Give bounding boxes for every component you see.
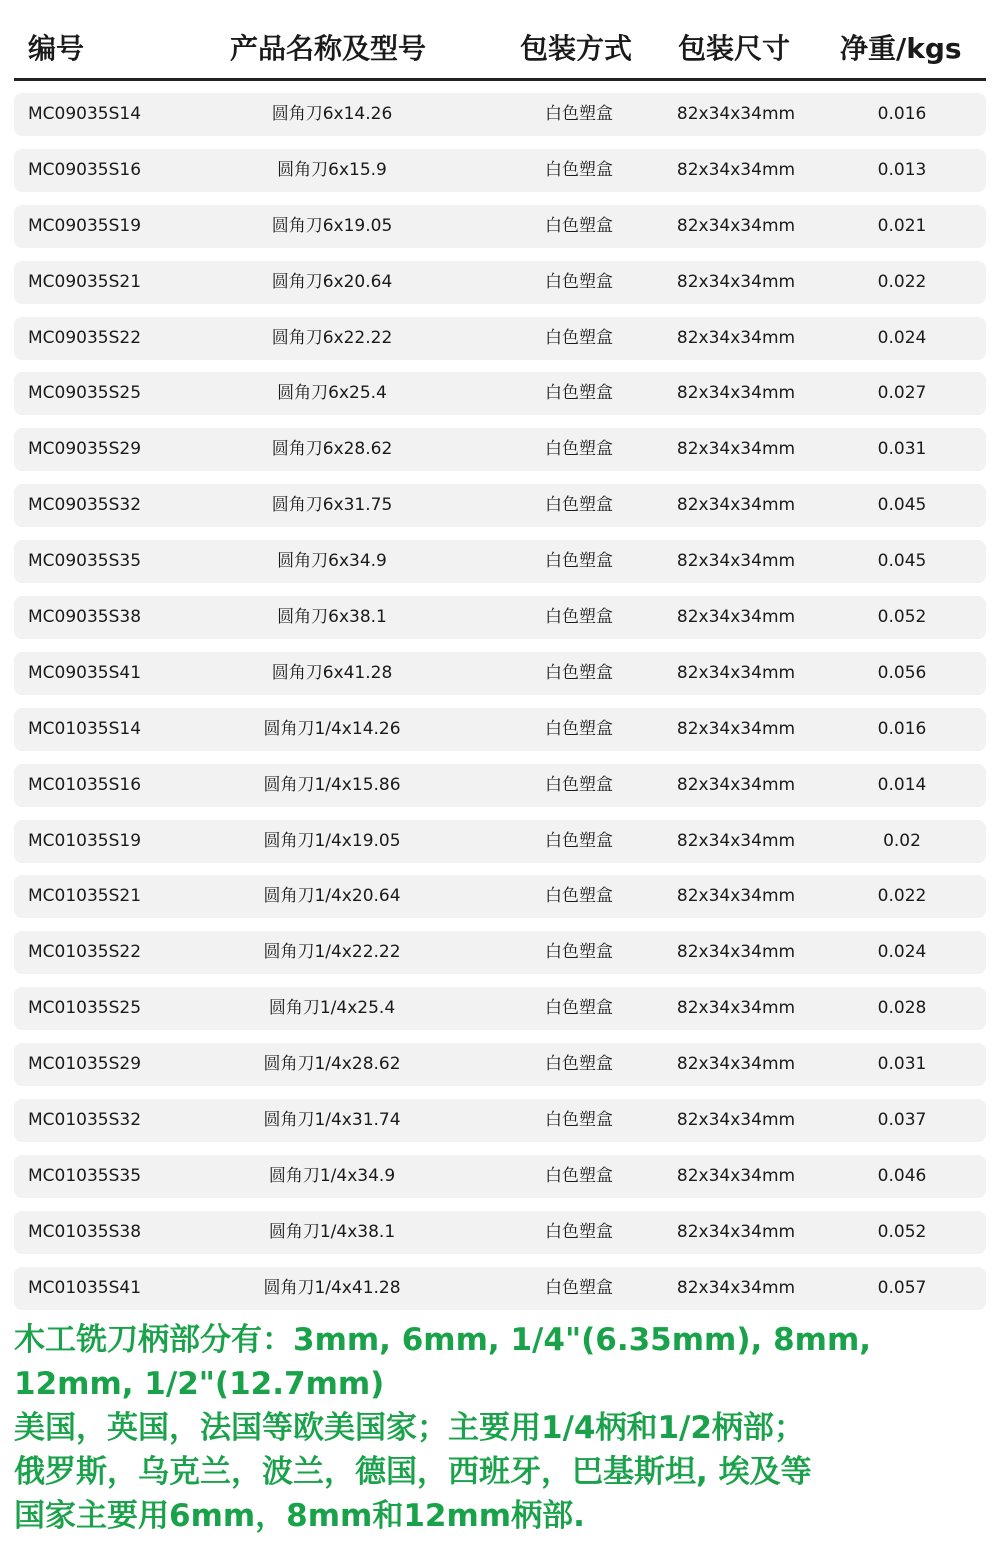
product-table-body — [14, 93, 986, 1323]
product-name: 圆角刀1/4x25.4 — [268, 998, 396, 1019]
package-size: 82x34x34mm — [676, 1221, 796, 1242]
net-weight: 0.022 — [877, 271, 927, 292]
net-weight: 0.052 — [877, 607, 927, 628]
product-code: MC09035S41 — [28, 662, 142, 683]
product-code: MC09035S16 — [28, 159, 142, 180]
net-weight: 0.031 — [877, 1054, 927, 1075]
net-weight: 0.022 — [877, 886, 927, 907]
table-row — [14, 93, 986, 136]
net-weight: 0.056 — [877, 662, 927, 683]
note-line: 木工铣刀柄部分有：3mm, 6mm, 1/4"(6.35mm), 8mm, — [14, 1322, 872, 1358]
net-weight: 0.024 — [877, 942, 927, 963]
packaging: 白色塑盒 — [545, 1277, 613, 1298]
product-code: MC01035S41 — [28, 1277, 142, 1298]
net-weight: 0.057 — [877, 1277, 927, 1298]
product-code: MC01035S16 — [28, 774, 142, 795]
product-code: MC09035S32 — [28, 495, 142, 516]
table-row — [14, 149, 986, 192]
package-size: 82x34x34mm — [676, 942, 796, 963]
product-code: MC09035S29 — [28, 439, 142, 460]
package-size: 82x34x34mm — [676, 1165, 796, 1186]
packaging: 白色塑盒 — [545, 159, 613, 180]
package-size: 82x34x34mm — [676, 1277, 796, 1298]
product-name: 圆角刀1/4x31.74 — [263, 1110, 401, 1131]
table-row — [14, 372, 986, 415]
packaging: 白色塑盒 — [545, 104, 613, 124]
package-size: 82x34x34mm — [676, 383, 796, 404]
table-row — [14, 540, 986, 583]
product-name: 圆角刀6x31.75 — [271, 495, 393, 516]
header-package-size: 包装尺寸 — [678, 32, 791, 65]
packaging: 白色塑盒 — [545, 1054, 613, 1075]
net-weight: 0.028 — [877, 998, 927, 1019]
package-size: 82x34x34mm — [676, 718, 796, 739]
table-row — [14, 1099, 986, 1142]
package-size: 82x34x34mm — [676, 998, 796, 1019]
net-weight: 0.045 — [877, 495, 927, 516]
table-row — [14, 261, 986, 304]
package-size: 82x34x34mm — [676, 271, 796, 292]
package-size: 82x34x34mm — [676, 439, 796, 460]
product-name: 圆角刀6x25.4 — [277, 383, 387, 404]
shank-notes — [14, 1318, 994, 1538]
product-name: 圆角刀6x20.64 — [271, 271, 393, 292]
package-size: 82x34x34mm — [676, 774, 796, 795]
package-size: 82x34x34mm — [676, 215, 796, 236]
product-code: MC09035S38 — [28, 607, 142, 628]
product-code: MC09035S14 — [28, 104, 142, 124]
package-size: 82x34x34mm — [676, 104, 796, 124]
note-line: 俄罗斯，乌克兰，波兰，德国，西班牙，巴基斯坦, 埃及等 — [14, 1454, 812, 1490]
note-line: 12mm, 1/2"(12.7mm) — [14, 1366, 385, 1402]
package-size: 82x34x34mm — [676, 551, 796, 572]
note-line: 国家主要用6mm，8mm和12mm柄部. — [14, 1498, 585, 1534]
packaging: 白色塑盒 — [545, 1110, 613, 1131]
table-row — [14, 484, 986, 527]
net-weight: 0.024 — [877, 327, 927, 348]
packaging: 白色塑盒 — [545, 1165, 613, 1186]
package-size: 82x34x34mm — [676, 662, 796, 683]
table-row — [14, 987, 986, 1030]
net-weight: 0.016 — [877, 718, 927, 739]
packaging: 白色塑盒 — [545, 998, 613, 1019]
table-row — [14, 205, 986, 248]
product-code: MC01035S22 — [28, 942, 142, 963]
net-weight: 0.045 — [877, 551, 927, 572]
table-row — [14, 1043, 986, 1086]
product-name: 圆角刀1/4x22.22 — [263, 942, 401, 963]
table-row — [14, 652, 986, 695]
packaging: 白色塑盒 — [545, 551, 613, 572]
package-size: 82x34x34mm — [676, 1110, 796, 1131]
net-weight: 0.021 — [877, 215, 927, 236]
product-code: MC01035S19 — [28, 830, 142, 851]
product-code: MC09035S19 — [28, 215, 142, 236]
net-weight: 0.027 — [877, 383, 927, 404]
product-code: MC01035S32 — [28, 1110, 142, 1131]
packaging: 白色塑盒 — [545, 383, 613, 404]
table-row — [14, 1267, 986, 1310]
packaging: 白色塑盒 — [545, 607, 613, 628]
table-row — [14, 1211, 986, 1254]
product-code: MC01035S25 — [28, 998, 142, 1019]
header-product-name: 产品名称及型号 — [230, 32, 427, 65]
table-row — [14, 708, 986, 751]
packaging: 白色塑盒 — [545, 1221, 613, 1242]
product-code: MC01035S29 — [28, 1054, 142, 1075]
table-row — [14, 820, 986, 863]
table-row — [14, 596, 986, 639]
net-weight: 0.014 — [877, 774, 927, 795]
product-name: 圆角刀1/4x41.28 — [263, 1277, 401, 1298]
packaging: 白色塑盒 — [545, 271, 613, 292]
product-name: 圆角刀6x41.28 — [271, 662, 393, 683]
packaging: 白色塑盒 — [545, 327, 613, 348]
net-weight: 0.046 — [877, 1165, 927, 1186]
product-name: 圆角刀6x22.22 — [271, 327, 393, 348]
product-name: 圆角刀1/4x38.1 — [268, 1221, 396, 1242]
product-name: 圆角刀1/4x28.62 — [263, 1054, 401, 1075]
product-name: 圆角刀1/4x15.86 — [263, 774, 401, 795]
header-net-weight: 净重/kgs — [840, 32, 962, 65]
table-row — [14, 428, 986, 471]
package-size: 82x34x34mm — [676, 159, 796, 180]
net-weight: 0.031 — [877, 439, 927, 460]
packaging: 白色塑盒 — [545, 774, 613, 795]
product-code: MC01035S14 — [28, 718, 142, 739]
net-weight: 0.013 — [877, 159, 927, 180]
product-name: 圆角刀6x14.26 — [271, 104, 393, 124]
product-code: MC01035S38 — [28, 1221, 142, 1242]
package-size: 82x34x34mm — [676, 607, 796, 628]
packaging: 白色塑盒 — [545, 495, 613, 516]
packaging: 白色塑盒 — [545, 439, 613, 460]
packaging: 白色塑盒 — [545, 942, 613, 963]
table-header — [14, 0, 986, 80]
product-name: 圆角刀1/4x19.05 — [263, 830, 401, 851]
product-name: 圆角刀6x19.05 — [271, 215, 393, 236]
product-code: MC09035S22 — [28, 327, 142, 348]
product-name: 圆角刀6x28.62 — [271, 439, 393, 460]
packaging: 白色塑盒 — [545, 718, 613, 739]
product-name: 圆角刀6x15.9 — [277, 159, 387, 180]
product-name: 圆角刀6x38.1 — [277, 607, 387, 628]
package-size: 82x34x34mm — [676, 830, 796, 851]
table-row — [14, 764, 986, 807]
product-code: MC09035S35 — [28, 551, 142, 572]
header-packaging: 包装方式 — [520, 32, 633, 65]
table-row — [14, 1155, 986, 1198]
table-row — [14, 931, 986, 974]
package-size: 82x34x34mm — [676, 495, 796, 516]
product-name: 圆角刀6x34.9 — [277, 551, 387, 572]
net-weight: 0.016 — [877, 104, 927, 124]
product-code: MC01035S35 — [28, 1165, 142, 1186]
package-size: 82x34x34mm — [676, 886, 796, 907]
packaging: 白色塑盒 — [545, 662, 613, 683]
product-code: MC01035S21 — [28, 886, 142, 907]
packaging: 白色塑盒 — [545, 215, 613, 236]
product-name: 圆角刀1/4x14.26 — [263, 718, 401, 739]
package-size: 82x34x34mm — [676, 327, 796, 348]
net-weight: 0.037 — [877, 1110, 927, 1131]
product-name: 圆角刀1/4x34.9 — [268, 1165, 396, 1186]
product-code: MC09035S25 — [28, 383, 142, 404]
product-name: 圆角刀1/4x20.64 — [263, 886, 401, 907]
net-weight: 0.02 — [883, 830, 921, 851]
packaging: 白色塑盒 — [545, 830, 613, 851]
product-code: MC09035S21 — [28, 271, 142, 292]
table-row — [14, 317, 986, 360]
packaging: 白色塑盒 — [545, 886, 613, 907]
note-line: 美国，英国，法国等欧美国家；主要用1/4柄和1/2柄部； — [14, 1410, 805, 1446]
package-size: 82x34x34mm — [676, 1054, 796, 1075]
header-code: 编号 — [28, 32, 85, 65]
net-weight: 0.052 — [877, 1221, 927, 1242]
table-row — [14, 875, 986, 918]
header-rule — [14, 78, 986, 81]
